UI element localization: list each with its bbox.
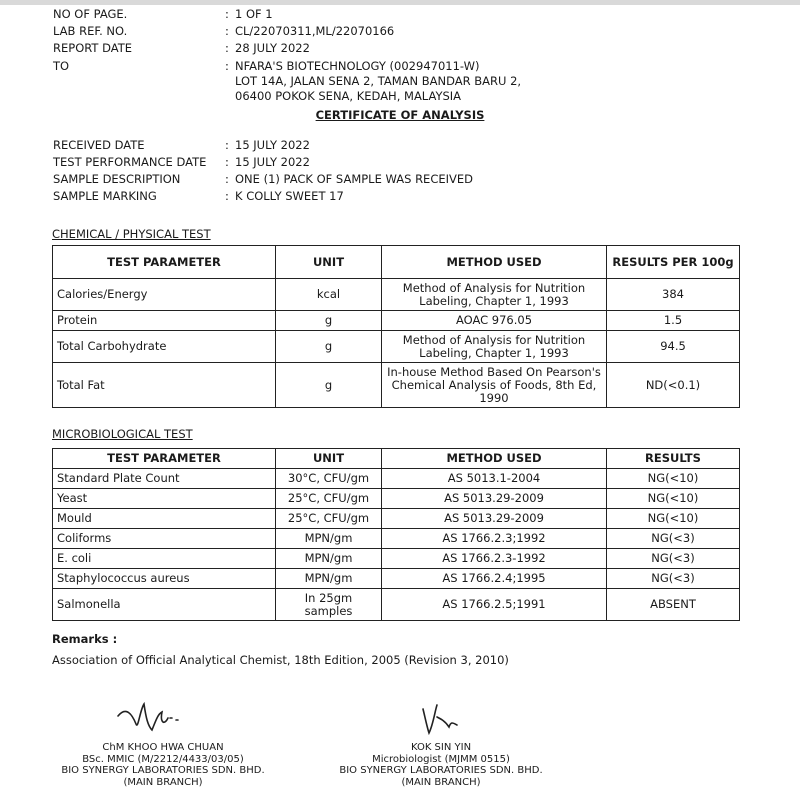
table-row [53, 589, 740, 621]
result: NG(<10) [607, 509, 740, 529]
colon: : [225, 7, 229, 21]
result: ABSENT [607, 589, 740, 621]
test-parameter: Yeast [53, 489, 276, 509]
signatory-1 [45, 742, 281, 788]
unit: 25°C, CFU/gm [276, 489, 382, 509]
report-date-label: REPORT DATE [53, 41, 132, 55]
table-row [53, 489, 740, 509]
sample-marking-value: K COLLY SWEET 17 [235, 189, 344, 203]
result: 384 [607, 279, 740, 311]
result: NG(<10) [607, 469, 740, 489]
col-header: UNIT [276, 449, 382, 469]
lab-ref-label: LAB REF. NO. [53, 24, 128, 38]
result: NG(<3) [607, 569, 740, 589]
signatory-title: BSc. MMIC (M/2212/4433/03/05) [82, 753, 244, 765]
method-used: AS 1766.2.3-1992 [382, 549, 607, 569]
signatory-branch: (MAIN BRANCH) [401, 776, 481, 788]
colon: : [225, 138, 229, 152]
table-row [53, 279, 740, 311]
test-performance-value: 15 JULY 2022 [235, 155, 310, 169]
unit: 30°C, CFU/gm [276, 469, 382, 489]
unit: MPN/gm [276, 529, 382, 549]
certificate-title: CERTIFICATE OF ANALYSIS [315, 108, 485, 122]
test-parameter: E. coli [53, 549, 276, 569]
method-used: Method of Analysis for Nutrition Labeling, Chapter 1, 1993 [382, 279, 607, 311]
chemical-header-row [53, 246, 740, 279]
method-used: Method of Analysis for Nutrition Labeling, Chapter 1, 1993 [382, 331, 607, 363]
test-parameter: Protein [53, 311, 276, 331]
sample-description-value: ONE (1) PACK OF SAMPLE WAS RECEIVED [235, 172, 473, 186]
unit: g [276, 363, 382, 408]
method-used: AS 1766.2.3;1992 [382, 529, 607, 549]
unit: 25°C, CFU/gm [276, 509, 382, 529]
unit: MPN/gm [276, 569, 382, 589]
unit: g [276, 311, 382, 331]
signatory-2 [325, 742, 557, 788]
sample-description-label: SAMPLE DESCRIPTION [53, 172, 181, 186]
table-row [53, 363, 740, 408]
table-row [53, 311, 740, 331]
received-date-value: 15 JULY 2022 [235, 138, 310, 152]
colon: : [225, 59, 229, 73]
signatory-name: ChM KHOO HWA CHUAN [102, 742, 224, 753]
method-used: AS 5013.29-2009 [382, 509, 607, 529]
table-row [53, 529, 740, 549]
col-header: TEST PARAMETER [53, 449, 276, 469]
unit: MPN/gm [276, 549, 382, 569]
method-used: AS 1766.2.4;1995 [382, 569, 607, 589]
top-edge [0, 0, 800, 5]
micro-header-row [53, 449, 740, 469]
colon: : [225, 24, 229, 38]
col-header: METHOD USED [382, 246, 607, 279]
result: ND(<0.1) [607, 363, 740, 408]
test-parameter: Calories/Energy [53, 279, 276, 311]
result: 1.5 [607, 311, 740, 331]
micro-section-title: MICROBIOLOGICAL TEST [52, 427, 193, 441]
to-line-3: 06400 POKOK SENA, KEDAH, MALAYSIA [235, 89, 462, 103]
test-parameter: Coliforms [53, 529, 276, 549]
result: 94.5 [607, 331, 740, 363]
col-header: TEST PARAMETER [53, 246, 276, 279]
col-header: RESULTS [607, 449, 740, 469]
test-performance-label: TEST PERFORMANCE DATE [53, 155, 207, 169]
remarks-text: Association of Official Analytical Chemist, 18th Edition, 2005 (Revision 3, 2010) [52, 653, 509, 667]
signatory-title: Microbiologist (MJMM 0515) [372, 753, 510, 765]
chemical-table [52, 245, 740, 408]
test-parameter: Total Fat [53, 363, 276, 408]
method-used: In-house Method Based On Pearson's Chemical Analysis of Foods, 8th Ed, 1990 [382, 363, 607, 408]
table-row [53, 509, 740, 529]
test-parameter: Staphylococcus aureus [53, 569, 276, 589]
signature-1-icon [112, 696, 192, 738]
col-header: METHOD USED [382, 449, 607, 469]
no-of-page-value: 1 OF 1 [235, 7, 273, 21]
signatory-company: BIO SYNERGY LABORATORIES SDN. BHD. [339, 765, 543, 776]
colon: : [225, 41, 229, 55]
sample-marking-label: SAMPLE MARKING [53, 189, 157, 203]
unit: In 25gm samples [276, 589, 382, 621]
table-row [53, 569, 740, 589]
no-of-page-label: NO OF PAGE. [53, 7, 128, 21]
lab-ref-value: CL/22070311,ML/22070166 [235, 24, 395, 38]
received-date-label: RECEIVED DATE [53, 138, 145, 152]
test-parameter: Standard Plate Count [53, 469, 276, 489]
chemical-section-title: CHEMICAL / PHYSICAL TEST [52, 227, 211, 241]
report-date-value: 28 JULY 2022 [235, 41, 310, 55]
signature-2-icon [415, 697, 475, 739]
to-line-1: NFARA'S BIOTECHNOLOGY (002947011-W) [235, 59, 480, 73]
remarks-heading: Remarks : [52, 632, 118, 646]
method-used: AS 1766.2.5;1991 [382, 589, 607, 621]
result: NG(<3) [607, 549, 740, 569]
to-label: TO [53, 59, 70, 73]
test-parameter: Mould [53, 509, 276, 529]
to-line-2: LOT 14A, JALAN SENA 2, TAMAN BANDAR BARU 2, [235, 74, 522, 88]
colon: : [225, 155, 229, 169]
method-used: AOAC 976.05 [382, 311, 607, 331]
result: NG(<10) [607, 489, 740, 509]
result: NG(<3) [607, 529, 740, 549]
unit: kcal [276, 279, 382, 311]
col-header: RESULTS PER 100g [607, 246, 740, 279]
colon: : [225, 172, 229, 186]
signatory-name: KOK SIN YIN [410, 742, 472, 753]
method-used: AS 5013.29-2009 [382, 489, 607, 509]
micro-table [52, 448, 740, 621]
col-header: UNIT [276, 246, 382, 279]
table-row [53, 549, 740, 569]
table-row [53, 469, 740, 489]
colon: : [225, 189, 229, 203]
unit: g [276, 331, 382, 363]
signatory-branch: (MAIN BRANCH) [123, 776, 203, 788]
table-row [53, 331, 740, 363]
test-parameter: Total Carbohydrate [53, 331, 276, 363]
test-parameter: Salmonella [53, 589, 276, 621]
signatory-company: BIO SYNERGY LABORATORIES SDN. BHD. [61, 765, 265, 776]
method-used: AS 5013.1-2004 [382, 469, 607, 489]
